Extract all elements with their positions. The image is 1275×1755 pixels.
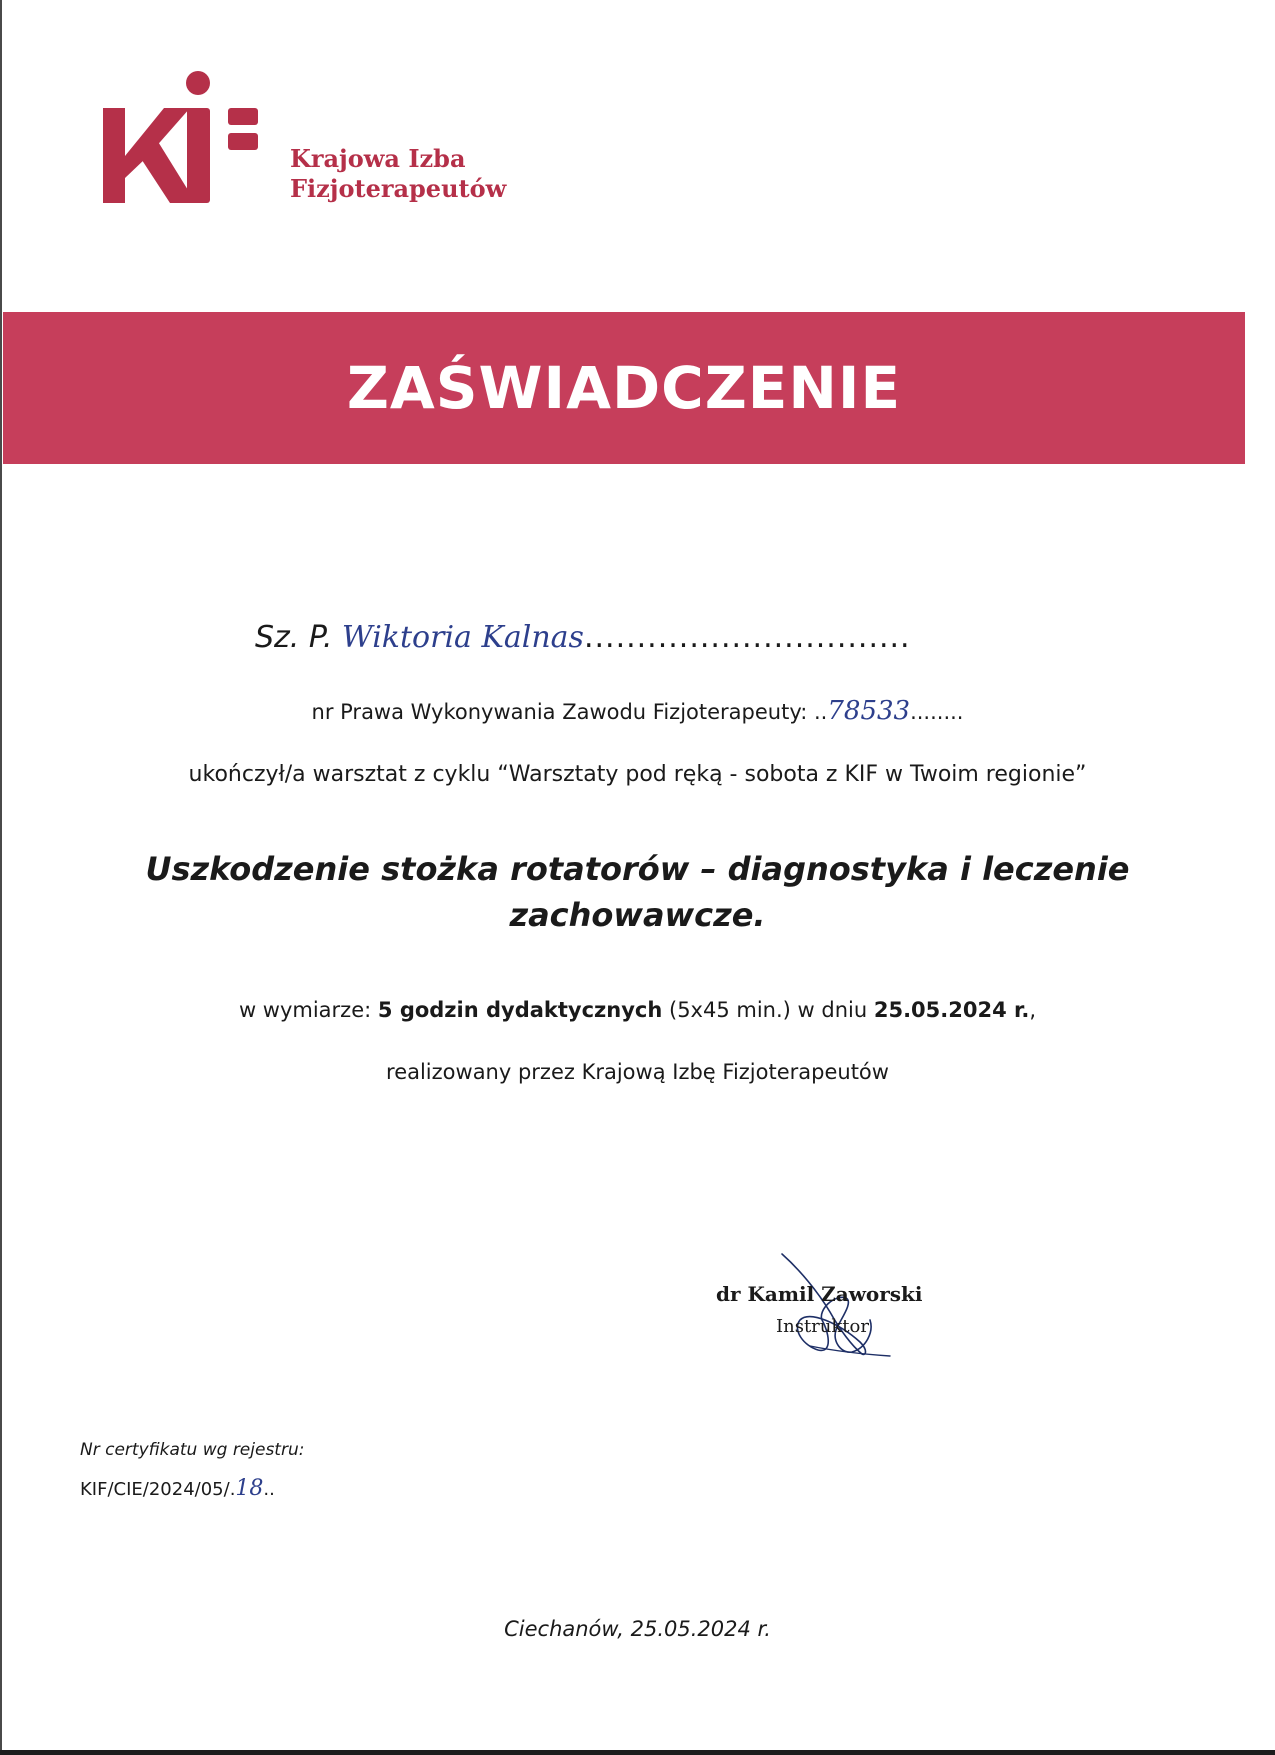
license-number: 78533 <box>827 696 911 726</box>
scope-hours: 5 godzin dydaktycznych <box>377 998 663 1022</box>
recipient-prefix: Sz. P. <box>255 620 333 655</box>
organizer-text: realizowany przez Krajową Izbę Fizjoterapeutów <box>386 1060 889 1084</box>
license-trail-dots: ........ <box>910 700 964 724</box>
license-label: nr Prawa Wykonywania Zawodu Fizjoterapeuty: <box>311 700 808 724</box>
signatory-name: dr Kamil Zaworski <box>716 1282 923 1306</box>
scope-date: 25.05.2024 r. <box>873 998 1030 1022</box>
recipient-name: Wiktoria Kalnas <box>341 620 584 655</box>
organization-name-line1: Krajowa Izba <box>290 144 466 173</box>
completion-text: ukończył/a warsztat z cyklu “Warsztaty pod ręką - sobota z KIF w Twoim regionie” <box>188 762 1087 787</box>
signatory-role: Instruktor <box>776 1316 869 1337</box>
scope-suffix: , <box>1029 998 1037 1022</box>
registry-number <box>80 1476 275 1501</box>
kif-logo-mark <box>100 70 270 210</box>
kif-logo <box>100 70 540 220</box>
scope-prefix: w wymiarze: <box>238 998 378 1022</box>
registry-lead-dots: . <box>229 1479 236 1500</box>
course-title-line1: Uszkodzenie stożka rotatorów – diagnostyka i leczenie <box>145 850 1130 888</box>
registry-number-handwritten: 18 <box>235 1476 264 1501</box>
page-edge-left <box>0 0 2 1755</box>
signature-block <box>700 1250 960 1360</box>
recipient-dots: ............................... <box>583 620 911 655</box>
recipient-line <box>255 620 911 670</box>
organization-name <box>290 144 506 204</box>
registry-label: Nr certyfikatu wg rejestru: <box>80 1440 305 1460</box>
registry-prefix: KIF/CIE/2024/05/ <box>80 1479 230 1500</box>
scope-middle: (5x45 min.) w dniu <box>662 998 874 1022</box>
title-banner <box>3 312 1245 464</box>
document-title: ZAŚWIADCZENIE <box>346 354 902 422</box>
course-title <box>100 846 1175 938</box>
license-line <box>0 696 1275 726</box>
scope-line <box>0 998 1275 1022</box>
license-lead-dots: .. <box>814 700 828 724</box>
organization-name-line2: Fizjoterapeutów <box>290 174 507 203</box>
page-edge-bottom <box>0 1750 1275 1755</box>
place-date: Ciechanów, 25.05.2024 r. <box>504 1617 771 1641</box>
registry-trail-dots: .. <box>263 1479 275 1500</box>
course-title-line2: zachowawcze. <box>509 896 766 934</box>
